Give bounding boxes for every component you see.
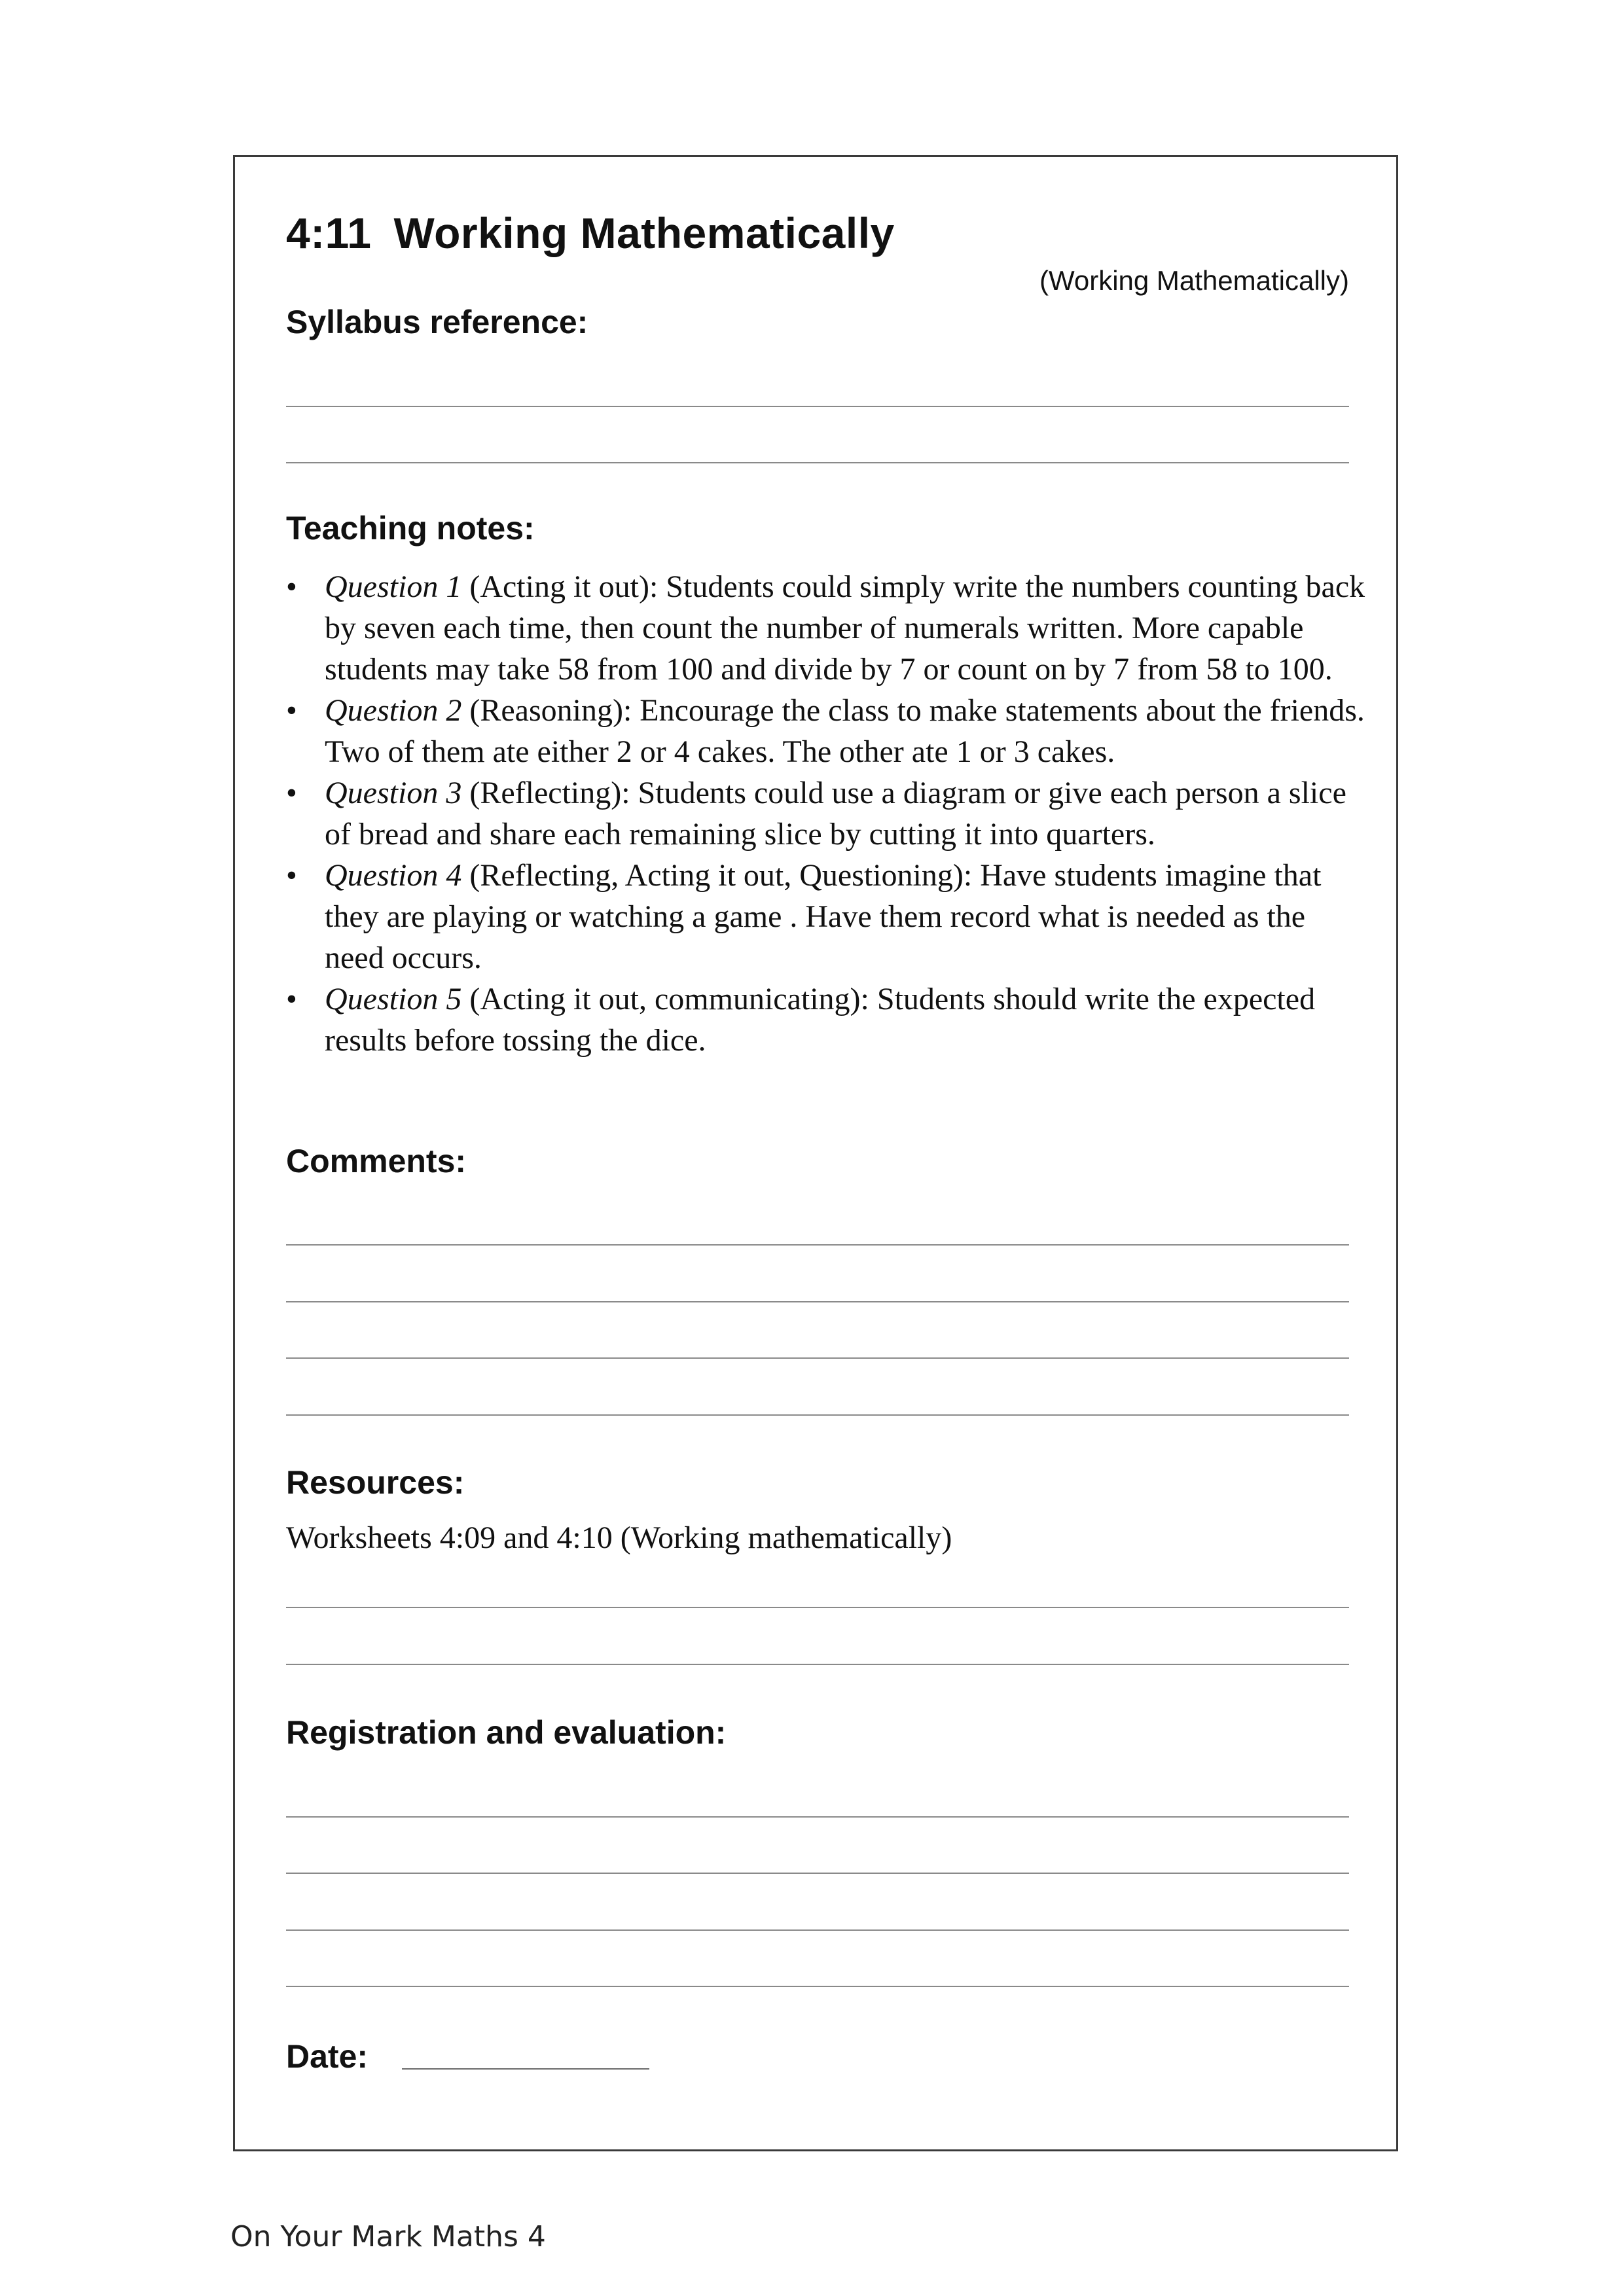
bullet-icon: •	[286, 693, 297, 728]
registration-line-3	[286, 1929, 1349, 1931]
page-title	[286, 208, 895, 258]
note-text: (Reflecting): Students could use a diagram or give each person a slice of bread and share each remaining slice by cutting it into quarters.	[325, 776, 1346, 852]
comments-line-1	[286, 1244, 1349, 1246]
note-question-label: Question 3	[325, 776, 462, 810]
note-item-4	[286, 855, 1366, 978]
registration-line-4	[286, 1986, 1349, 1987]
bullet-icon: •	[286, 982, 297, 1016]
bullet-icon: •	[286, 569, 297, 604]
title-text: Working Mathematically	[393, 209, 895, 257]
teaching-notes-list	[286, 566, 1366, 1061]
teaching-notes-heading: Teaching notes:	[286, 510, 535, 547]
note-question-label: Question 1	[325, 569, 462, 604]
comments-heading: Comments:	[286, 1143, 467, 1179]
note-question-label: Question 5	[325, 982, 462, 1016]
registration-heading: Registration and evaluation:	[286, 1714, 727, 1751]
syllabus-line-2	[286, 462, 1349, 463]
note-text: (Reasoning): Encourage the class to make statements about the friends. Two of them ate either 2 or 4 cakes. The other ate 1 or 3 cakes.	[325, 693, 1365, 769]
note-item-2	[286, 690, 1366, 772]
strand-label: (Working Mathematically)	[1039, 265, 1349, 296]
note-question-label: Question 2	[325, 693, 462, 728]
date-line	[402, 2068, 649, 2070]
bullet-icon: •	[286, 776, 297, 810]
resources-line-1	[286, 1607, 1349, 1608]
note-question-label: Question 4	[325, 858, 462, 893]
comments-line-3	[286, 1357, 1349, 1359]
registration-line-2	[286, 1873, 1349, 1874]
note-item-3	[286, 772, 1366, 855]
note-item-5	[286, 978, 1366, 1061]
registration-line-1	[286, 1816, 1349, 1818]
note-item-1	[286, 566, 1366, 690]
syllabus-heading: Syllabus reference:	[286, 304, 588, 340]
comments-line-4	[286, 1414, 1349, 1416]
comments-line-2	[286, 1301, 1349, 1302]
note-text: (Acting it out, communicating): Students should write the expected results before tossing the dice.	[325, 982, 1316, 1058]
resources-line-2	[286, 1664, 1349, 1665]
note-text: (Acting it out): Students could simply write the numbers counting back by seven each time, then count the number of numerals written. More capable students may take 58 from 100 and divide by 7 or count on by 7 from 58 to 100.	[325, 569, 1365, 687]
footer-text: On Your Mark Maths 4	[230, 2220, 546, 2253]
note-text: (Reflecting, Acting it out, Questioning): Have students imagine that they are playing or watching a game . Have them record what is needed as the need occurs.	[325, 858, 1322, 975]
bullet-icon: •	[286, 858, 297, 893]
resources-text: Worksheets 4:09 and 4:10 (Working mathematically)	[286, 1520, 952, 1555]
resources-heading: Resources:	[286, 1464, 465, 1501]
date-label: Date:	[286, 2038, 369, 2075]
title-number: 4:11	[286, 209, 372, 257]
syllabus-line-1	[286, 406, 1349, 407]
